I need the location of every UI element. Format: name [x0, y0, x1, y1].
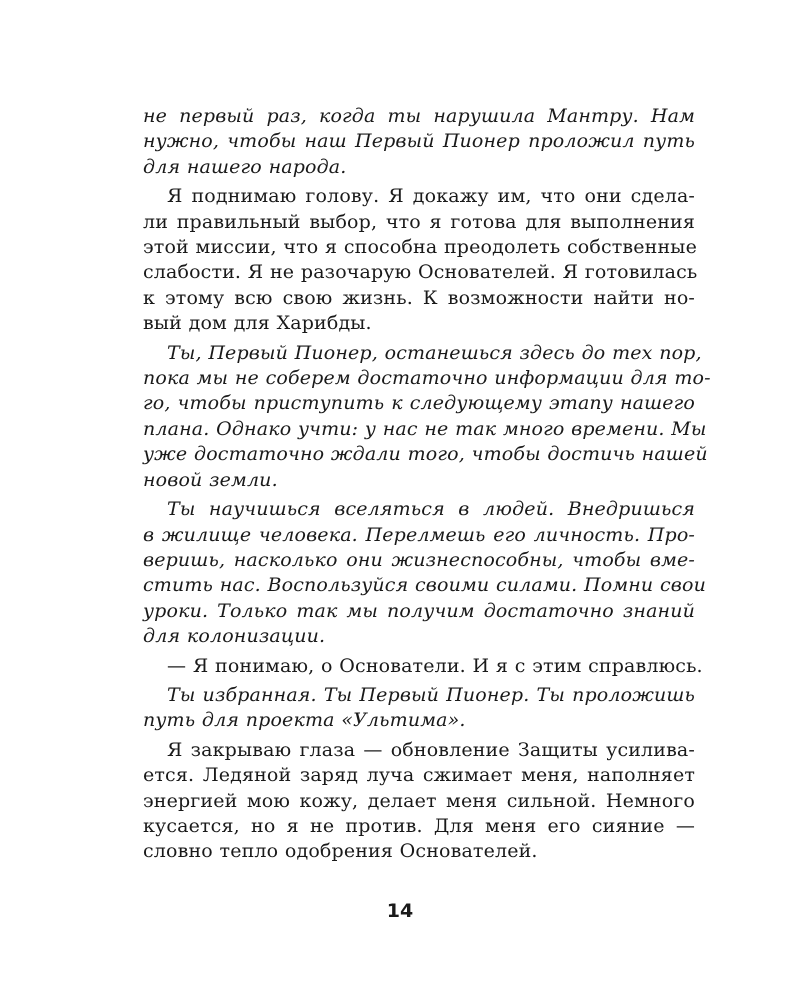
text-line: — Я понимаю, о Основатели. И я с этим справлюсь. — [167, 654, 703, 677]
text-line: в жилище человека. Перелмешь его личность. Про- — [143, 523, 695, 546]
text-line: новой земли. — [143, 468, 278, 491]
text-line: уроки. Только так мы получим достаточно знаний — [143, 599, 695, 622]
text-line: ли правильный выбор, что я готова для выполнения — [143, 210, 695, 233]
body-text — [143, 104, 711, 865]
text-line: для колонизации. — [143, 625, 326, 648]
page-number: 14 — [386, 900, 414, 922]
text-line: Ты, Первый Пионер, останешься здесь до тех пор, — [167, 341, 702, 364]
text-line: плана. Однако учти: у нас не так много времени. Мы — [143, 417, 707, 440]
text-line: для нашего народа. — [143, 155, 347, 178]
text-line: го, чтобы приступить к следующему этапу нашего — [143, 392, 695, 415]
text-line: путь для проекта «Ультима». — [143, 709, 466, 732]
text-line: кусается, но я не против. Для меня его сияние — — [143, 814, 695, 837]
text-line: не первый раз, когда ты нарушила Мантру. Нам — [143, 105, 695, 127]
text-line: нужно, чтобы наш Первый Пионер проложил путь — [143, 130, 695, 153]
text-line: стить нас. Воспользуйся своими силами. Помни свои — [143, 574, 706, 597]
text-line: Я закрываю глаза — обновление Защиты усилива- — [167, 738, 695, 761]
text-line: пока мы не соберем достаточно информации для то- — [143, 367, 711, 390]
text-line: уже достаточно ждали того, чтобы достичь нашей — [143, 443, 708, 466]
text-line: вый дом для Харибды. — [143, 312, 372, 335]
text-line: ется. Ледяной заряд луча сжимает меня, наполняет — [143, 764, 695, 787]
text-line: веришь, насколько они жизнеспособны, чтобы вме- — [143, 548, 695, 571]
text-line: Ты научишься вселяться в людей. Внедришься — [167, 498, 695, 521]
text-line: к этому всю свою жизнь. К возможности найти но- — [143, 286, 695, 309]
text-line: Я поднимаю голову. Я докажу им, что они сдела- — [167, 185, 695, 208]
text-line: энергией мою кожу, делает меня сильной. Немного — [143, 789, 695, 812]
text-line: словно тепло одобрения Основателей. — [143, 840, 538, 863]
text-line: этой миссии, что я способна преодолеть собственные — [143, 236, 697, 259]
text-line: слабости. Я не разочарую Основателей. Я готовилась — [143, 261, 698, 284]
text-line: Ты избранная. Ты Первый Пионер. Ты проложишь — [167, 683, 695, 706]
